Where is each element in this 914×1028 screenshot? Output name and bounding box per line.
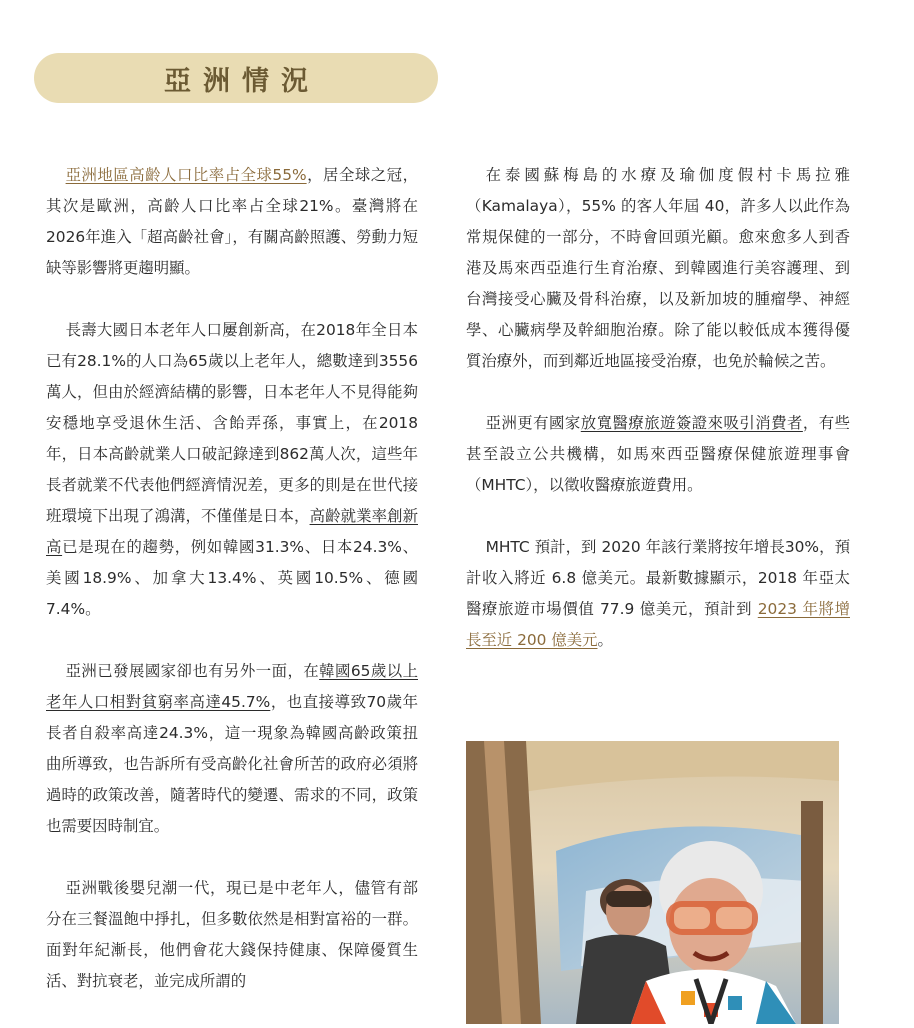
section-title-banner [34, 53, 438, 103]
link-market-growth[interactable]: 2023 年將增長至近 200 億美元 [466, 600, 850, 649]
skydiving-photo-illustration [466, 741, 839, 1024]
paragraph-korea [46, 656, 418, 842]
paragraph-kamalaya [466, 160, 850, 377]
paragraph-visa [466, 408, 850, 501]
link-asia-ratio[interactable]: 亞洲地區高齡人口比率占全球55% [65, 166, 307, 184]
paragraph-text: 亞洲戰後嬰兒潮一代，現已是中老年人，儘管有部分在三餐溫飽中掙扎，但多數依然是相對富裕的一群。面對年紀漸長，他們會花大錢保持健康、保障優質生活、對抗衰老，並完成所謂的 [46, 879, 418, 990]
section-title: 亞洲情況 [164, 65, 320, 97]
right-column [466, 160, 850, 687]
paragraph-mhtc [466, 532, 850, 656]
paragraph-text: 亞洲已發展國家卻也有另外一面，在 [65, 662, 320, 680]
skydiving-photo [466, 741, 839, 1024]
paragraph-text: ，有些甚至設立公共機構，如馬來西亞醫療保健旅遊理事會（MHTC），以徵收醫療旅遊費用。 [466, 414, 850, 494]
paragraph-text: ，也直接導致70歲年長者自殺率高達24.3%，這一現象為韓國高齡政策扭曲所導致，也告訴所有受高齡化社會所苦的政府必須將過時的政策改善，隨著時代的變遷、需求的不同，政策也需要因時制宜。 [46, 693, 418, 835]
link-visa-policy[interactable]: 放寬醫療旅遊簽證來吸引消費者 [580, 414, 803, 432]
paragraph-text: 已是現在的趨勢，例如韓國31.3%、日本24.3%、美國18.9%、加拿大13.4%、英國10.5%、德國7.4%。 [46, 538, 418, 618]
paragraph-text: 亞洲更有國家 [485, 414, 581, 432]
left-column [46, 160, 418, 1028]
paragraph-text: ，居全球之冠，其次是歐洲，高齡人口比率占全球21%。臺灣將在2026年進入「超高齡社會」，有關高齡照護、勞動力短缺等影響將更趨明顯。 [46, 166, 418, 277]
paragraph-japan [46, 315, 418, 625]
paragraph-asia-ratio [46, 160, 418, 284]
paragraph-text: 長壽大國日本老年人口屢創新高，在2018年全日本已有28.1%的人口為65歲以上老年人，總數達到3556萬人，但由於經濟結構的影響，日本老年人不見得能夠安穩地享受退休生活、含飴弄孫，事實上，在2018年，日本高齡就業人口破記錄達到862萬人次，這些年長者就業不代表他們經濟情況差，更多的則是在世代接班環境下出現了鴻溝，不僅僅是日本， [46, 321, 418, 525]
paragraph-text: MHTC 預計，到 2020 年該行業將按年增長30%，預計收入將近 6.8 億美元。最新數據顯示，2018 年亞太醫療旅遊市場價值 77.9 億美元，預計到 [466, 538, 850, 618]
link-korea-poverty[interactable]: 韓國65歲以上老年人口相對貧窮率高達45.7% [46, 662, 418, 711]
paragraph-baby-boomers [46, 873, 418, 997]
link-employment-rate[interactable]: 高齡就業率創新高 [46, 507, 418, 556]
paragraph-text: 在泰國蘇梅島的水療及瑜伽度假村卡馬拉雅（Kamalaya），55% 的客人年屆 40，許多人以此作為常規保健的一部分，不時會回頭光顧。愈來愈多人到香港及馬來西亞進行生育治療、到韓國進行美容護理、到台灣接受心臟及骨科治療，以及新加坡的腫瘤學、神經學、心臟病學及幹細胞治療。除了能以較低成本獲得優質治療外，而到鄰近地區接受治療，也免於輪候之苦。 [466, 166, 850, 370]
paragraph-text: 。 [597, 631, 613, 649]
